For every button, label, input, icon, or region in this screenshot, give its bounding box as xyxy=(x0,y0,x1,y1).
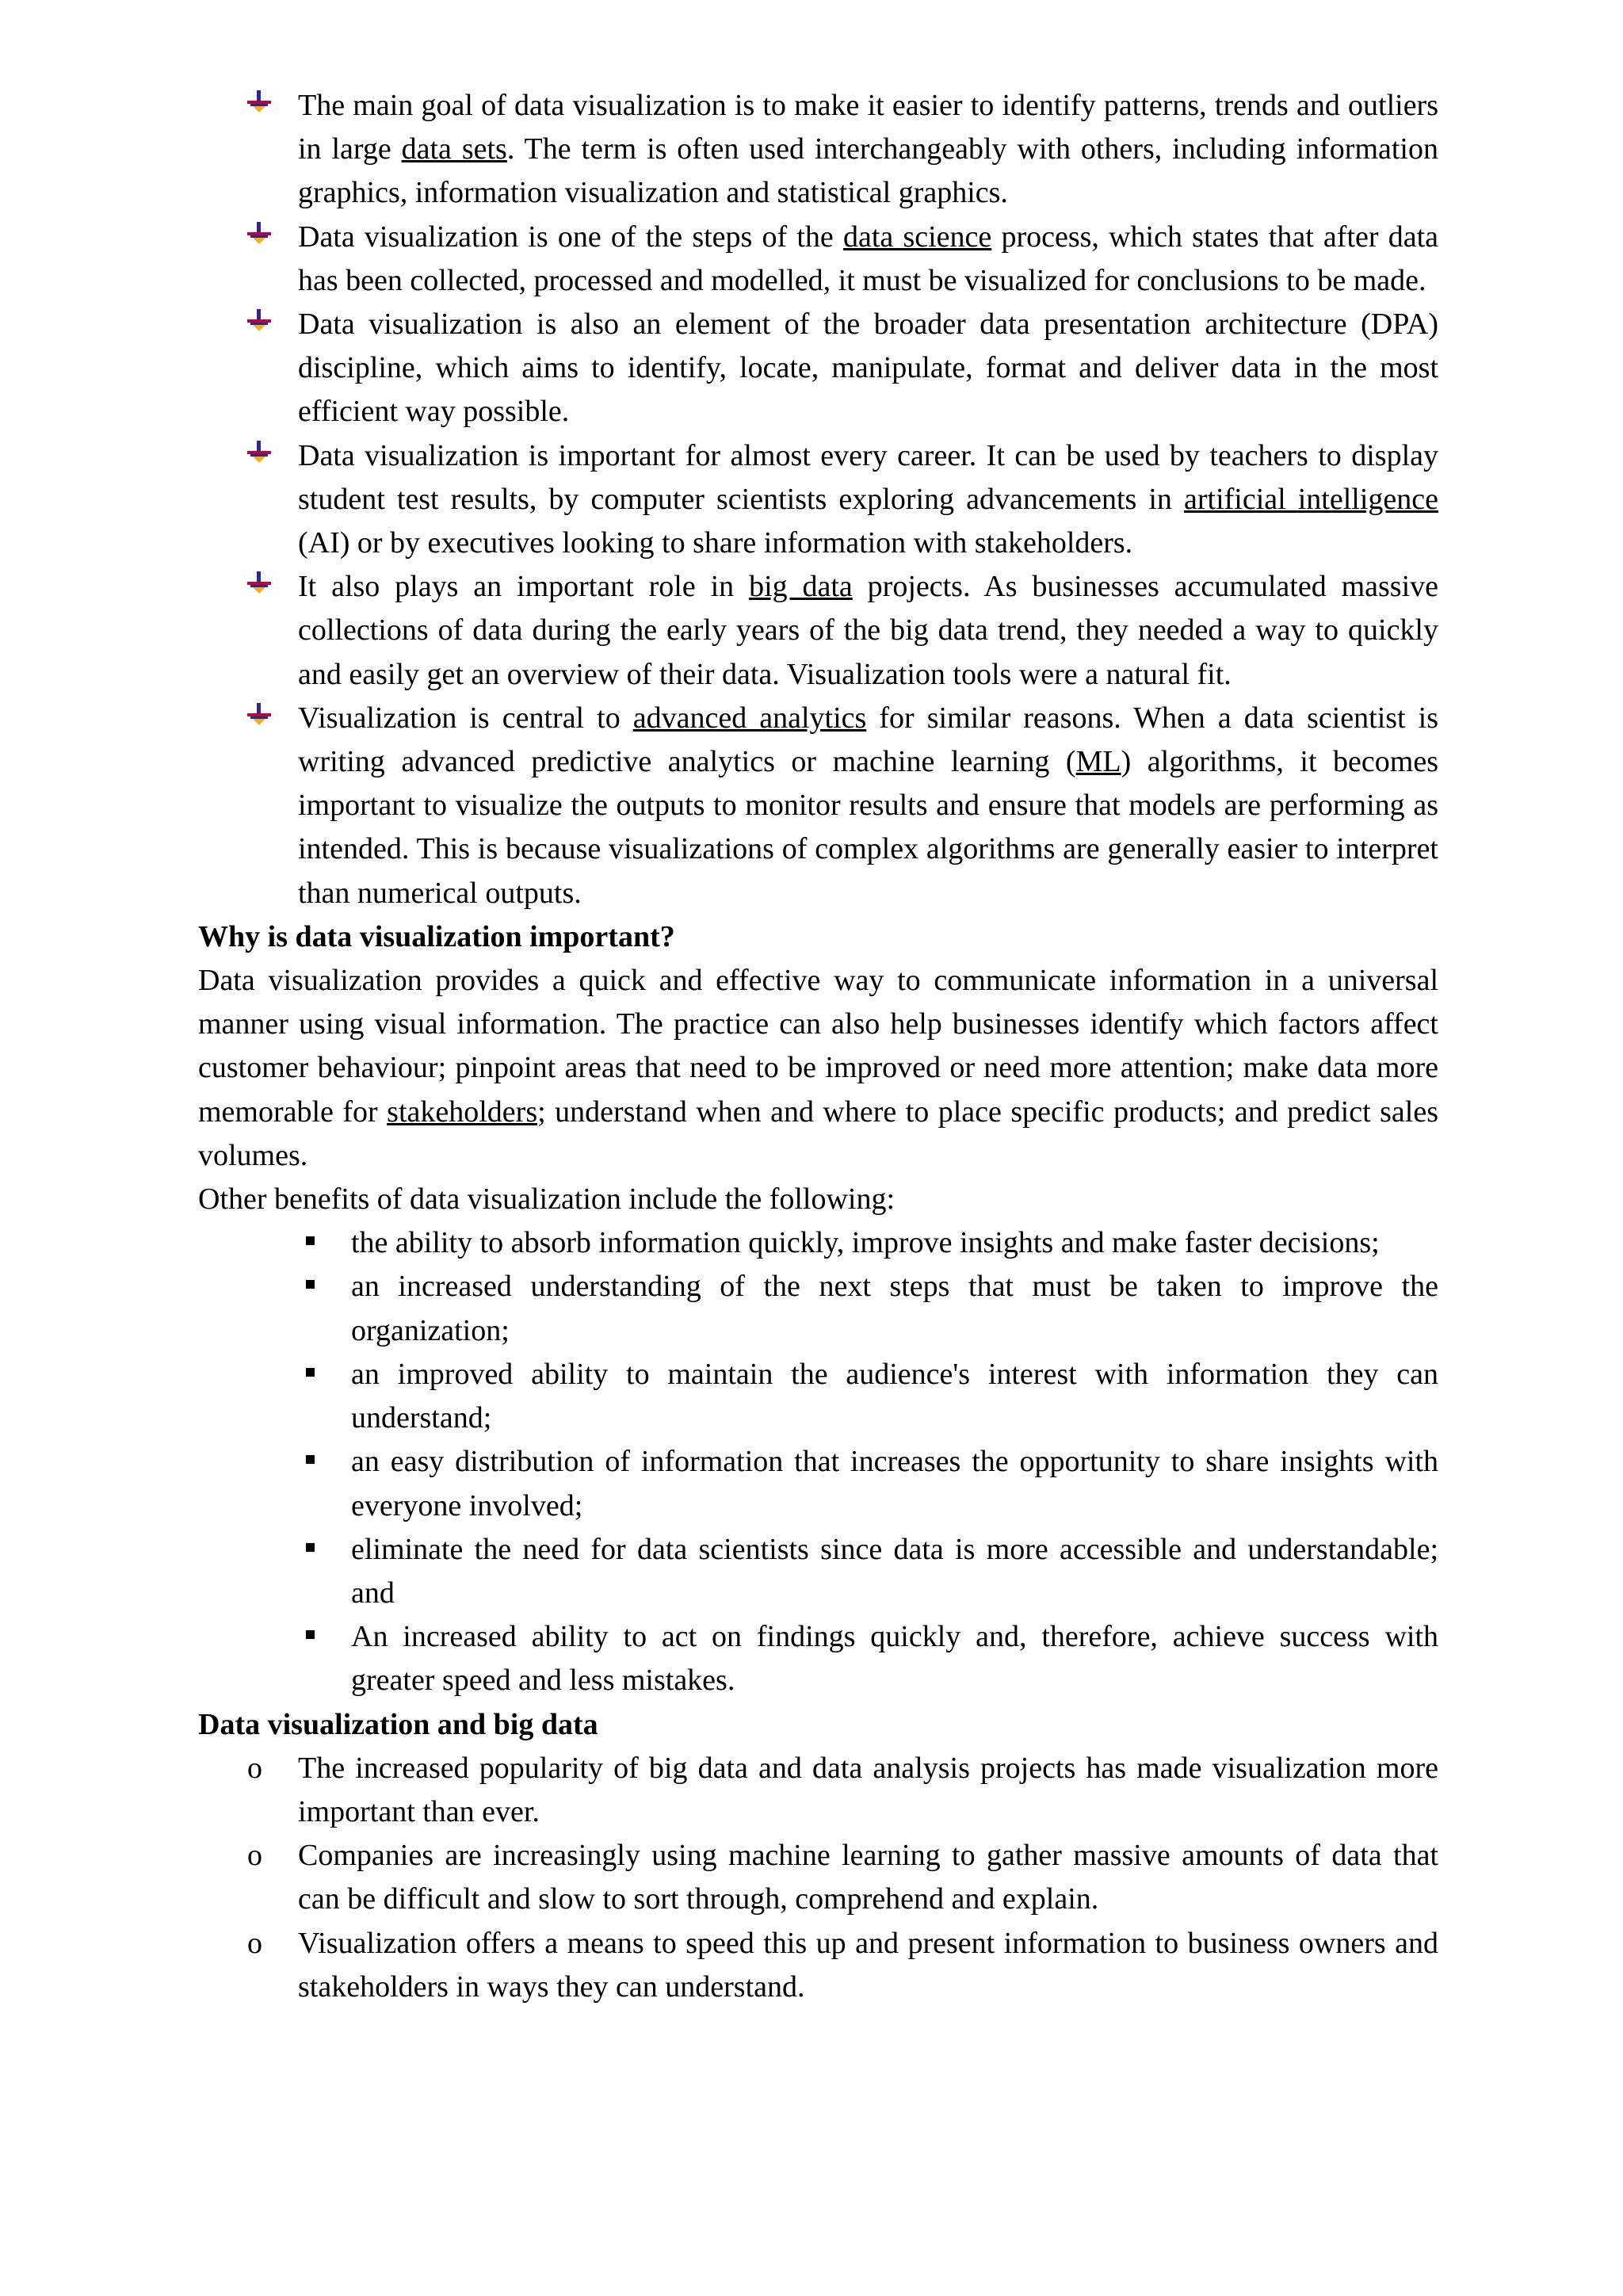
list-item xyxy=(198,565,1438,697)
big-data-link[interactable]: big data xyxy=(749,570,853,604)
intro-bullet-text: Data visualization is also an element of the broader data presentation architecture (DPA) discipline, which aims to identify, locate, manipulate, format and deliver data in the most efficient way possible. xyxy=(298,308,1438,429)
list-item xyxy=(198,1747,1438,1834)
square-bullet-icon xyxy=(303,1440,327,1484)
section-heading-big-data: Data visualization and big data xyxy=(198,1707,598,1741)
intro-bullet-text: Visualization is central to advanced analytics for similar reasons. When a data scientist is writing advanced predictive analytics or machine learning (ML) algorithms, it becomes important to visualize the outputs to monitor results and ensure that models are performing as intended. This is because visualizations of complex algorithms are generally easier to interpret than numerical outputs. xyxy=(298,701,1438,910)
section-heading-why-important: Why is data visualization important? xyxy=(198,919,675,953)
benefit-text: an increased understanding of the next steps that must be taken to improve the organization; xyxy=(351,1270,1438,1347)
big-data-item-text: Companies are increasingly using machine learning to gather massive amounts of data that can be difficult and slow to sort through, comprehend and explain. xyxy=(298,1839,1438,1916)
list-item xyxy=(198,84,1438,216)
arrow-down-bullet-icon xyxy=(244,565,274,609)
arrow-down-bullet-icon xyxy=(244,697,274,740)
arrow-down-bullet-icon xyxy=(244,434,274,478)
intro-bullet-text: It also plays an important role in big data projects. As businesses accumulated massive collections of data during the early years of the big data trend, they needed a way to quickly and easily get an overview of their data. Visualization tools were a natural fit. xyxy=(298,570,1438,691)
intro-bullet-text: Data visualization is important for almost every career. It can be used by teachers to display student test results, by computer scientists exploring advancements in artificial intelligence (AI) or by executives looking to share information with stakeholders. xyxy=(298,438,1439,560)
arrow-down-bullet-icon xyxy=(244,303,274,346)
intro-bullet-text: Data visualization is one of the steps of the data science process, which states that after data has been collected, processed and modelled, it must be visualized for conclusions to be made. xyxy=(298,220,1439,297)
circle-bullet-icon: o xyxy=(247,1926,262,1960)
big-data-list xyxy=(198,1747,1438,2009)
square-bullet-icon xyxy=(303,1615,327,1659)
circle-bullet-icon: o xyxy=(247,1839,262,1873)
square-bullet-icon xyxy=(303,1353,327,1396)
list-item xyxy=(198,1615,1438,1702)
circle-bullet-icon: o xyxy=(247,1751,262,1785)
list-item xyxy=(198,1221,1438,1265)
list-item xyxy=(198,1265,1438,1352)
ml-link[interactable]: ML xyxy=(1075,745,1121,779)
benefit-text: an improved ability to maintain the audience's interest with information they can understand; xyxy=(351,1357,1438,1435)
square-bullet-icon xyxy=(303,1265,327,1308)
artificial-intelligence-link[interactable]: artificial intelligence xyxy=(1184,482,1439,516)
big-data-item-text: Visualization offers a means to speed this up and present information to business owners and stakeholders in ways they can understand. xyxy=(298,1926,1438,2004)
data-science-link[interactable]: data science xyxy=(842,220,992,254)
list-item xyxy=(198,697,1438,915)
benefit-text: An increased ability to act on findings quickly and, therefore, achieve success with greater speed and less mistakes. xyxy=(351,1620,1438,1698)
list-item xyxy=(198,1834,1438,1921)
benefits-list xyxy=(198,1221,1438,1702)
document-page xyxy=(198,84,1438,2009)
square-bullet-icon xyxy=(303,1221,327,1265)
list-item xyxy=(198,434,1438,566)
arrow-down-bullet-icon xyxy=(244,84,274,128)
list-item xyxy=(198,303,1438,434)
list-item xyxy=(198,1353,1438,1440)
benefits-intro: Other benefits of data visualization include the following: xyxy=(198,1182,896,1217)
list-item xyxy=(198,1528,1438,1615)
intro-bullet-text: The main goal of data visualization is to make it easier to identify patterns, trends and outliers in large data sets. The term is often used interchangeably with others, including information graphics, information visualization and statistical graphics. xyxy=(298,89,1438,210)
big-data-item-text: The increased popularity of big data and data analysis projects has made visualization more important than ever. xyxy=(298,1751,1438,1828)
arrow-down-bullet-icon xyxy=(244,216,274,259)
advanced-analytics-link[interactable]: advanced analytics xyxy=(632,701,867,735)
list-item xyxy=(198,1922,1438,2009)
section-paragraph: Data visualization provides a quick and effective way to communicate information in a universal manner using visual information. The practice can also help businesses identify which factors affect customer behaviour; pinpoint areas that need to be improved or need more attention; make data more memorable for stakeholders; understand when and where to place specific products; and predict sales volumes. xyxy=(198,964,1438,1172)
list-item xyxy=(198,1440,1438,1527)
benefit-text: an easy distribution of information that increases the opportunity to share insights with everyone involved; xyxy=(351,1445,1438,1522)
list-item xyxy=(198,216,1438,303)
benefit-text: eliminate the need for data scientists since data is more accessible and understandable; and xyxy=(351,1532,1438,1610)
benefit-text: the ability to absorb information quickly, improve insights and make faster decisions; xyxy=(351,1226,1380,1260)
square-bullet-icon xyxy=(303,1528,327,1572)
stakeholders-link[interactable]: stakeholders xyxy=(387,1095,538,1129)
data-sets-link[interactable]: data sets xyxy=(401,132,507,166)
intro-bullet-list xyxy=(198,84,1438,915)
